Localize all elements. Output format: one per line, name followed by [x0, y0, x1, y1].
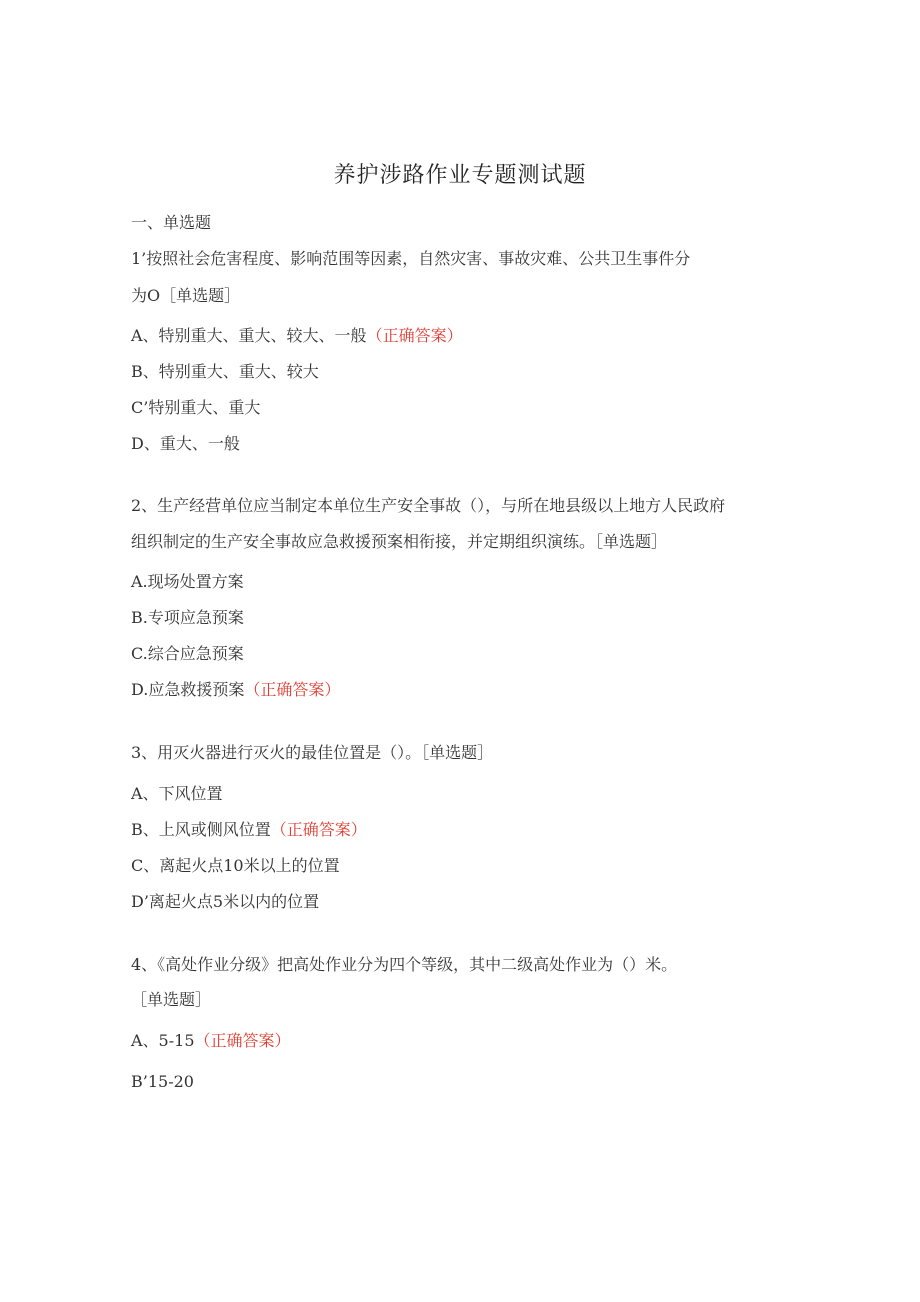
- question-2-option-b: B.专项应急预案: [131, 608, 244, 627]
- option-text: A、特别重大、重大、较大、一般: [131, 326, 367, 345]
- correct-answer-marker: （正确答案）: [194, 1031, 291, 1050]
- question-1-option-c: C’特别重大、重大: [131, 398, 261, 417]
- question-3-option-b: [131, 819, 367, 841]
- option-text: D.应急救援预案: [131, 680, 245, 699]
- question-1-option-a: [131, 325, 463, 347]
- option-text: B、上风或侧风位置: [131, 820, 271, 839]
- correct-answer-marker: （正确答案）: [244, 680, 341, 699]
- question-2-option-d: [131, 679, 340, 701]
- question-4-stem-line-2: ［单选题］: [131, 990, 212, 1009]
- question-1-stem-line-2: 为O［单选题］: [131, 286, 241, 305]
- question-3-option-a: A、下风位置: [131, 784, 223, 803]
- correct-answer-marker: （正确答案）: [270, 820, 367, 839]
- question-2-option-c: C.综合应急预案: [131, 644, 244, 663]
- question-4-stem-line-1: 4、《高处作业分级》把高处作业分为四个等级，其中二级高处作业为（）米。: [131, 955, 678, 974]
- question-4-option-b: B’15-20: [131, 1072, 194, 1091]
- question-3-option-c: C、离起火点10米以上的位置: [131, 856, 340, 875]
- question-3-option-d: D’离起火点5米以内的位置: [131, 892, 320, 911]
- question-2-stem-line-2: 组织制定的生产安全事故应急救援预案相衔接，并定期组织演练。［单选题］: [131, 532, 668, 551]
- question-2-option-a: A.现场处置方案: [131, 572, 244, 591]
- question-4-option-a: [131, 1030, 291, 1052]
- question-2-stem-line-1: 2、生产经营单位应当制定本单位生产安全事故（），与所在地县级以上地方人民政府: [131, 496, 726, 515]
- question-3-stem: 3、用灭火器进行灭火的最佳位置是（）。［单选题］: [131, 743, 494, 762]
- document-title: 养护涉路作业专题测试题: [333, 163, 587, 188]
- question-1-option-d: D、重大、一般: [131, 434, 240, 453]
- option-text: A、5-15: [131, 1031, 195, 1050]
- section-heading: 一、单选题: [131, 213, 212, 232]
- question-1-stem-line-1: 1’按照社会危害程度、影响范围等因素，自然灾害、事故灾难、公共卫生事件分: [131, 249, 691, 268]
- correct-answer-marker: （正确答案）: [366, 326, 463, 345]
- question-1-option-b: B、特别重大、重大、较大: [131, 362, 319, 381]
